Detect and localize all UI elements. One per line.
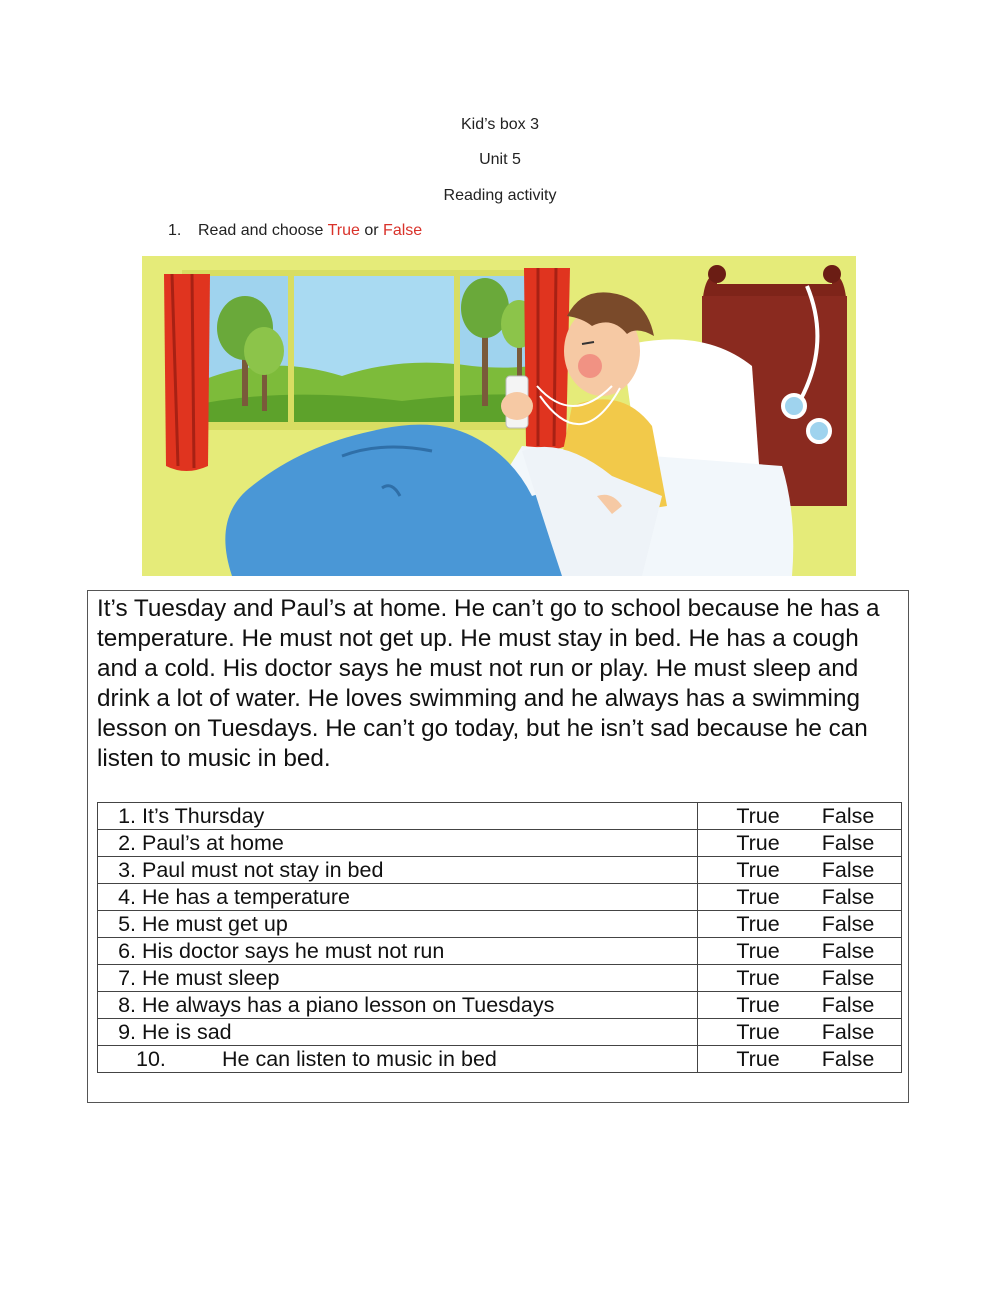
question-row bbox=[98, 992, 902, 1019]
answer-cell bbox=[698, 938, 902, 965]
question-number: 4. bbox=[118, 885, 136, 909]
question-cell bbox=[98, 1046, 698, 1073]
question-text: He is sad bbox=[142, 1020, 232, 1044]
question-row bbox=[98, 803, 902, 830]
true-option[interactable]: True bbox=[736, 1047, 780, 1071]
question-number: 5. bbox=[118, 912, 136, 936]
question-cell bbox=[98, 857, 698, 884]
true-option[interactable]: True bbox=[736, 993, 780, 1017]
question-cell bbox=[98, 803, 698, 830]
question-row bbox=[98, 911, 902, 938]
question-number: 7. bbox=[118, 966, 136, 990]
false-option[interactable]: False bbox=[821, 993, 875, 1017]
question-row bbox=[98, 830, 902, 857]
instruction-number: 1. bbox=[168, 222, 182, 239]
question-row bbox=[98, 857, 902, 884]
true-false-table bbox=[97, 802, 902, 1073]
answer-cell bbox=[698, 992, 902, 1019]
true-option[interactable]: True bbox=[736, 885, 780, 909]
question-cell bbox=[98, 1019, 698, 1046]
question-number: 6. bbox=[118, 939, 136, 963]
answer-cell bbox=[698, 1019, 902, 1046]
answer-cell bbox=[698, 803, 902, 830]
true-option[interactable]: True bbox=[736, 1020, 780, 1044]
question-row bbox=[98, 1046, 902, 1073]
question-number: 2. bbox=[118, 831, 136, 855]
question-cell bbox=[98, 884, 698, 911]
instruction-true: True bbox=[327, 222, 360, 239]
false-option[interactable]: False bbox=[821, 804, 875, 828]
question-text: He has a temperature bbox=[142, 885, 350, 909]
story-text: It’s Tuesday and Paul’s at home. He can’t go to school because he has a temperature. He must not get up. He must stay in bed. He has a cough and a cold. His doctor says he must not run or play. He must sleep and drink a lot of water. He loves swimming and he always has a swimming lesson on Tuesdays. He can’t go today, but he isn’t sad because he can listen to music in bed. bbox=[97, 595, 880, 772]
answer-cell bbox=[698, 884, 902, 911]
question-row bbox=[98, 1019, 902, 1046]
question-number: 3. bbox=[118, 858, 136, 882]
answer-cell bbox=[698, 857, 902, 884]
false-option[interactable]: False bbox=[821, 885, 875, 909]
true-option[interactable]: True bbox=[736, 804, 780, 828]
question-text: He always has a piano lesson on Tuesdays bbox=[142, 993, 555, 1017]
activity-title: Reading activity bbox=[443, 187, 557, 204]
instruction-or: or bbox=[364, 222, 379, 239]
question-row bbox=[98, 938, 902, 965]
true-option[interactable]: True bbox=[736, 912, 780, 936]
answer-cell bbox=[698, 830, 902, 857]
question-text: He must get up bbox=[142, 912, 288, 936]
question-number: 8. bbox=[118, 993, 136, 1017]
question-text: It’s Thursday bbox=[142, 804, 265, 828]
instruction bbox=[168, 222, 422, 240]
question-number: 9. bbox=[118, 1020, 136, 1044]
question-text: Paul must not stay in bed bbox=[142, 858, 384, 882]
instruction-text: Read and choose bbox=[198, 222, 324, 239]
question-row bbox=[98, 965, 902, 992]
answer-cell bbox=[698, 965, 902, 992]
question-number: 1. bbox=[118, 804, 136, 828]
answer-cell bbox=[698, 1046, 902, 1073]
answer-cell bbox=[698, 911, 902, 938]
false-option[interactable]: False bbox=[821, 858, 875, 882]
true-option[interactable]: True bbox=[736, 939, 780, 963]
question-cell bbox=[98, 830, 698, 857]
boy-sick-in-bed-illustration bbox=[142, 256, 856, 576]
instruction-false: False bbox=[383, 222, 423, 239]
false-option[interactable]: False bbox=[821, 939, 875, 963]
question-cell bbox=[98, 965, 698, 992]
reading-box bbox=[87, 590, 909, 1103]
question-text: Paul’s at home bbox=[142, 831, 284, 855]
question-cell bbox=[98, 911, 698, 938]
true-option[interactable]: True bbox=[736, 831, 780, 855]
question-cell bbox=[98, 992, 698, 1019]
false-option[interactable]: False bbox=[821, 912, 875, 936]
question-text: He must sleep bbox=[142, 966, 280, 990]
question-number: 10. bbox=[136, 1047, 166, 1071]
book-title: Kid’s box 3 bbox=[461, 116, 539, 133]
false-option[interactable]: False bbox=[821, 1047, 875, 1071]
question-row bbox=[98, 884, 902, 911]
true-option[interactable]: True bbox=[736, 858, 780, 882]
question-cell bbox=[98, 938, 698, 965]
false-option[interactable]: False bbox=[821, 831, 875, 855]
false-option[interactable]: False bbox=[821, 966, 875, 990]
true-option[interactable]: True bbox=[736, 966, 780, 990]
question-text: He can listen to music in bed bbox=[222, 1047, 497, 1071]
false-option[interactable]: False bbox=[821, 1020, 875, 1044]
question-text: His doctor says he must not run bbox=[142, 939, 445, 963]
unit-title: Unit 5 bbox=[479, 151, 521, 168]
